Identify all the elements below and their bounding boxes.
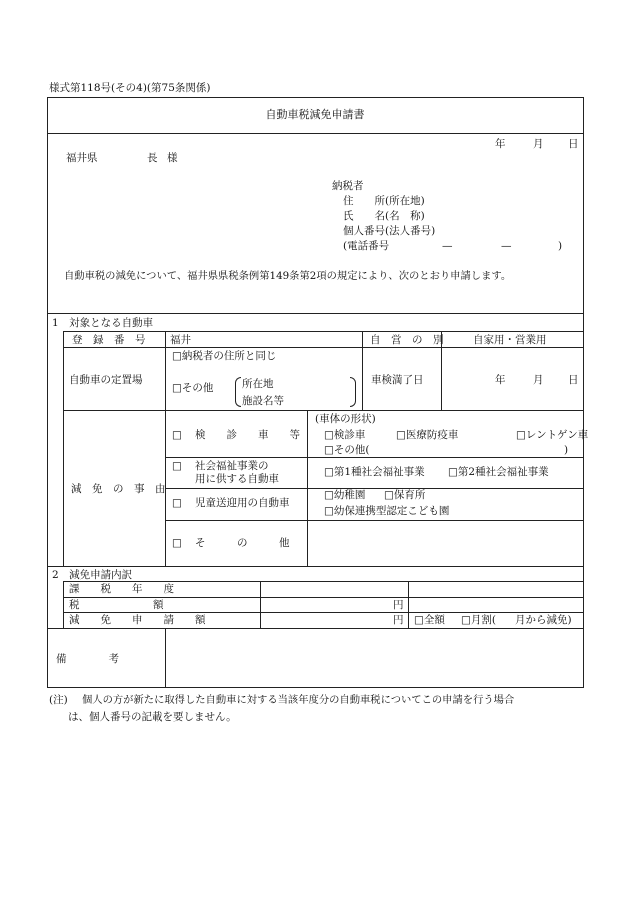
inspection-label: 車検満了日 [371,374,424,386]
reason-1-checkbox[interactable]: □ [172,429,182,441]
s1-row-line-1 [63,347,584,348]
tax-amount-label: 税 額 [69,599,164,611]
welfare-opt-1[interactable]: □第1種社会福祉事業 [324,466,425,478]
exempt-full-checkbox[interactable]: □全額 [414,614,445,626]
reason-2-line-2: 用に供する自動車 [195,473,279,485]
reason-label: 減 免 の 事 由 [71,483,166,495]
form-number: 様式第118号(その4)(第75条関係) [49,82,211,94]
date-month[interactable]: 月 [533,138,544,150]
reason-3-checkbox[interactable]: □ [172,497,182,509]
taxpayer-address-label: 住 所(所在地) [343,195,425,207]
s2-table-top [63,581,584,582]
reason-row-line-1 [165,457,584,458]
addressee-prefecture: 福井県 [66,152,98,164]
child-opt-nursery[interactable]: □保育所 [384,489,426,501]
location-sub-facility[interactable]: 施設名等 [242,395,284,407]
child-opt-kodomoen[interactable]: □幼保連携型認定こども園 [324,505,450,517]
s2-col-divider-2 [408,581,409,628]
location-left-brace [235,377,241,407]
note-prefix: (注) [49,694,68,706]
use-value[interactable]: 自家用・営業用 [473,334,547,346]
section1-top-line [47,313,584,314]
shape-other-close: ) [564,444,569,456]
location-opt-other[interactable]: □その他 [172,382,214,394]
addressee-chief: 長 [147,152,158,164]
section1-heading: 1 対象となる自動車 [52,317,154,329]
title-divider [47,133,584,134]
date-year[interactable]: 年 [495,138,506,150]
tax-amount-unit: 円 [393,599,404,611]
shape-opt-kenshin[interactable]: □検診車 [324,429,366,441]
reason-row-line-3 [165,520,584,521]
s1-col-divider-2 [362,331,363,410]
inspection-year[interactable]: 年 [495,374,506,386]
shape-opt-iryou[interactable]: □医療防疫車 [396,429,459,441]
shape-opt-xray[interactable]: □レントゲン車 [516,429,589,441]
date-day[interactable]: 日 [568,138,579,150]
addressee-honorific: 様 [167,152,178,164]
s1-row-line-2 [63,410,584,411]
s1-table-top [63,331,584,332]
form-title: 自動車税減免申請書 [265,108,365,121]
location-sub-address[interactable]: 所在地 [242,378,274,390]
reason-4-label: そ の 他 [195,537,290,549]
body-shape-label: (車体の形状) [315,413,376,425]
location-opt-same[interactable]: □納税者の住所と同じ [172,350,277,362]
welfare-opt-2[interactable]: □第2種社会福祉事業 [448,466,549,478]
phone-dash-1: — [442,240,453,252]
s2-table-left [63,581,64,628]
reason-row-line-2 [165,488,584,489]
s2-row-line-1 [63,597,584,598]
s1-table-left [63,331,64,566]
reason-2-checkbox[interactable]: □ [172,460,182,472]
phone-close: ) [558,240,563,252]
s1-col-divider-3 [441,331,442,410]
inspection-month[interactable]: 月 [533,374,544,386]
taxpayer-heading: 納税者 [332,180,364,192]
taxpayer-number-label: 個人番号(法人番号) [343,225,436,237]
use-label: 自 営 の 別 [370,334,444,346]
phone-dash-2: — [501,240,512,252]
s2-row-line-2 [63,612,584,613]
location-label: 自動車の定置場 [69,374,143,386]
reason-1-label: 検 診 車 等 [195,429,300,441]
registration-value[interactable]: 福井 [170,334,191,346]
remarks-label: 備 考 [56,653,119,665]
child-opt-kindergarten[interactable]: □幼稚園 [324,489,366,501]
s1-col-divider [165,331,166,566]
shape-opt-other[interactable]: □その他( [324,444,370,456]
note-line-1: 個人の方が新たに取得した自動車に対する当該年度分の自動車税についてこの申請を行う場合 [82,694,515,706]
reason-4-checkbox[interactable]: □ [172,537,182,549]
taxpayer-name-label: 氏 名(名 称) [343,210,425,222]
location-right-brace [350,377,356,407]
taxpayer-phone-label: (電話番号 [343,240,390,252]
remarks-top-line [47,628,584,629]
exempt-monthly-suffix: 月から減免) [515,614,572,626]
tax-year-label: 課 税 年 度 [69,583,174,595]
application-statement: 自動車税の減免について、福井県県税条例第149条第2項の規定により、次のとおり申請します。 [64,270,512,282]
s2-col-divider [260,581,261,628]
inspection-day[interactable]: 日 [568,374,579,386]
exempt-amount-label: 減 免 申 請 額 [69,614,206,626]
registration-label: 登 録 番 号 [72,334,146,346]
note-line-2: は、個人番号の記載を要しません。 [68,711,237,723]
remarks-col-divider [165,628,166,688]
reason-2-line-1: 社会福祉事業の [195,460,269,472]
exempt-amount-unit: 円 [393,614,404,626]
exempt-monthly-checkbox[interactable]: □月割( [461,614,497,626]
section2-heading: 2 減免申請内訳 [52,569,133,581]
reason-3-label: 児童送迎用の自動車 [195,497,290,509]
section2-top-line [47,566,584,567]
